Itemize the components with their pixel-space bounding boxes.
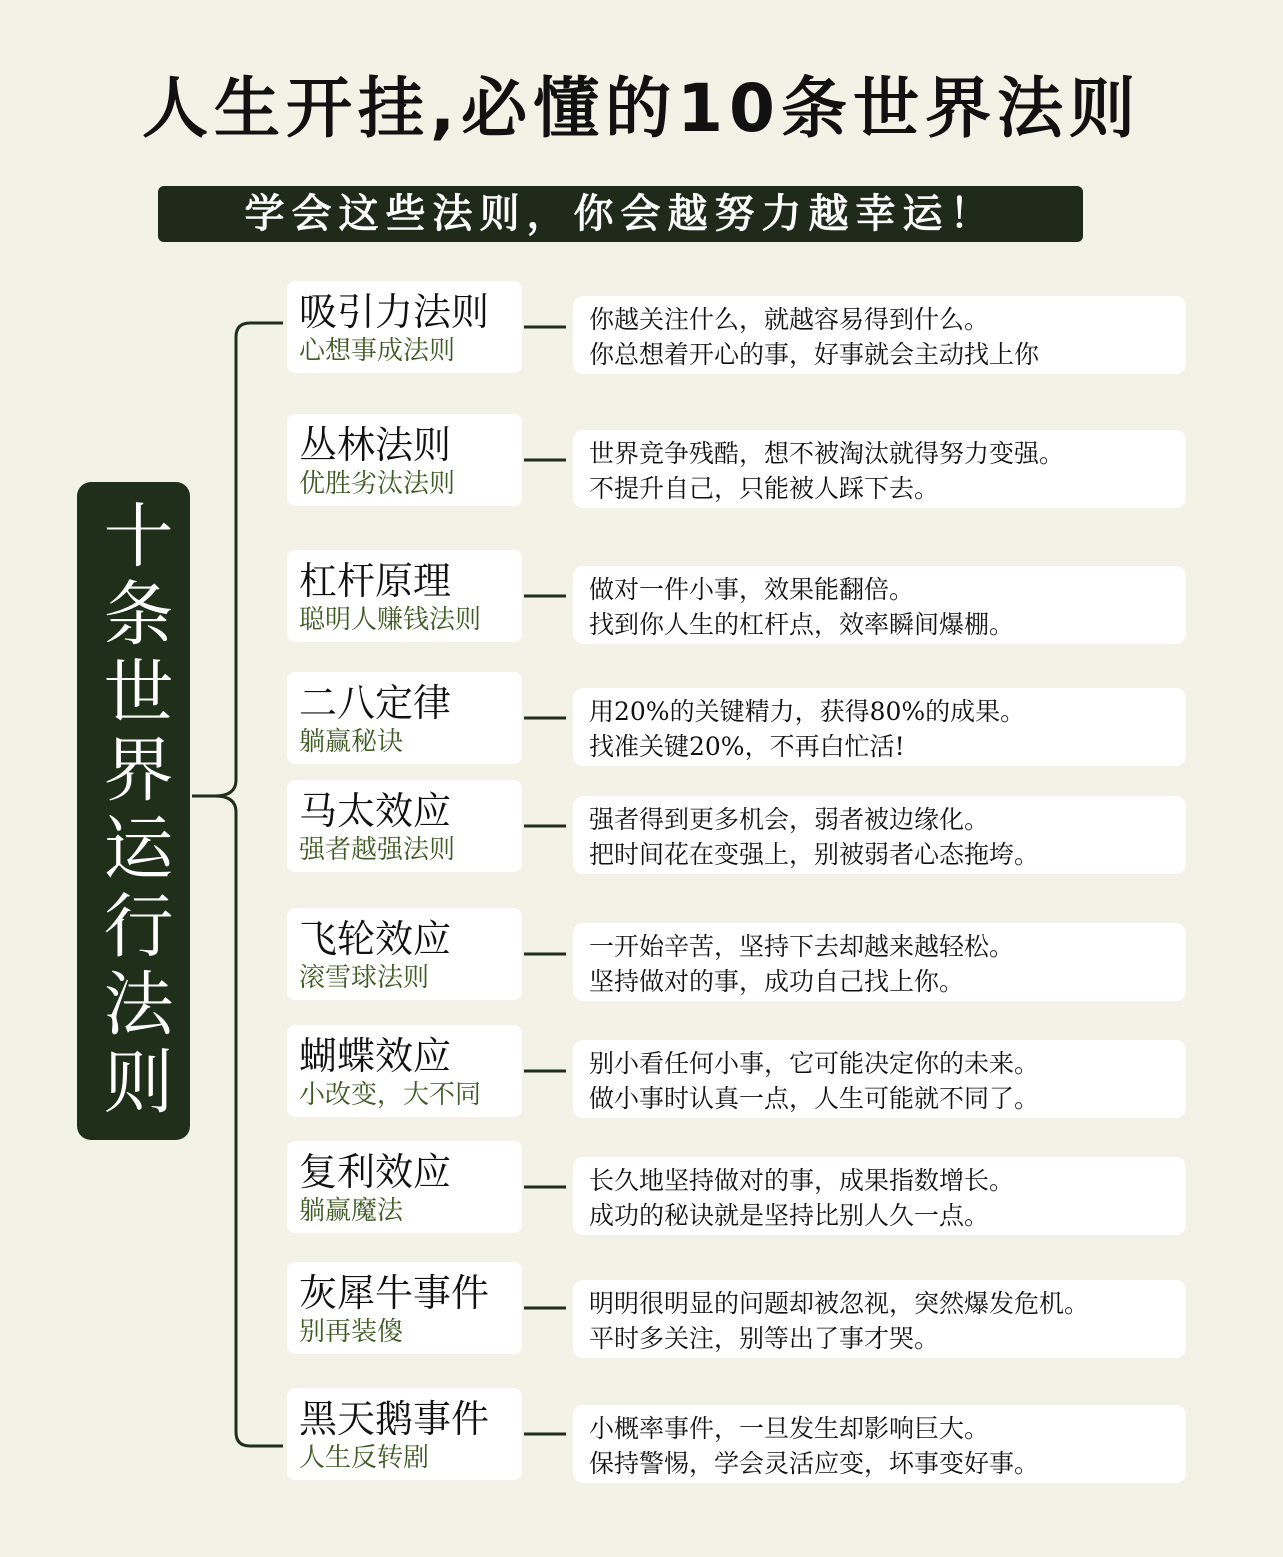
law-description-line: 坚持做对的事，成功自己找上你。	[589, 967, 965, 996]
law-description-card	[573, 1280, 1186, 1358]
law-name: 二八定律	[299, 681, 452, 725]
law-description-card	[573, 430, 1186, 508]
law-description-line: 你总想着开心的事，好事就会主动找上你	[589, 340, 1040, 369]
law-name: 飞轮效应	[299, 917, 452, 961]
law-description-card	[573, 688, 1186, 766]
law-description-line: 做对一件小事，效果能翻倍。	[589, 575, 915, 604]
law-description-line: 找到你人生的杠杆点，效率瞬间爆棚。	[589, 610, 1015, 639]
bracket-line	[192, 323, 283, 1446]
law-alias: 小改变，大不同	[299, 1080, 482, 1110]
law-name: 马太效应	[299, 789, 452, 833]
law-description-line: 保持警惕，学会灵活应变，坏事变好事。	[589, 1449, 1040, 1478]
law-alias: 躺赢秘诀	[299, 727, 404, 757]
law-description-line: 你越关注什么，就越容易得到什么。	[589, 305, 990, 334]
law-name: 灰犀牛事件	[299, 1271, 490, 1315]
law-name-card	[287, 908, 522, 1000]
law-name: 黑天鹅事件	[299, 1397, 490, 1441]
law-description-line: 不提升自己，只能被人踩下去。	[589, 474, 940, 503]
law-description-card	[573, 566, 1186, 644]
law-description-line: 长久地坚持做对的事，成果指数增长。	[589, 1166, 1015, 1195]
law-description-line: 一开始辛苦，坚持下去却越来越轻松。	[589, 932, 1015, 961]
law-description-card	[573, 796, 1186, 874]
law-alias: 人生反转剧	[299, 1443, 430, 1473]
law-description-line: 把时间花在变强上，别被弱者心态拖垮。	[589, 840, 1040, 869]
center-label-box	[77, 482, 190, 1140]
law-name-card	[287, 1388, 522, 1480]
law-description-line: 明明很明显的问题却被忽视，突然爆发危机。	[589, 1289, 1090, 1318]
law-name-card	[287, 550, 522, 642]
law-alias: 躺赢魔法	[299, 1196, 404, 1226]
law-alias: 别再装傻	[299, 1317, 404, 1347]
law-description-card	[573, 1157, 1186, 1235]
page-title: 人生开挂,必懂的10条世界法则	[142, 70, 1141, 147]
law-description-line: 强者得到更多机会，弱者被边缘化。	[589, 805, 990, 834]
law-alias: 聪明人赚钱法则	[299, 605, 482, 635]
law-name-card	[287, 1262, 522, 1354]
law-description-line: 小概率事件，一旦发生却影响巨大。	[589, 1414, 990, 1443]
law-name-card	[287, 1025, 522, 1117]
law-name: 丛林法则	[299, 423, 452, 467]
law-name: 吸引力法则	[299, 290, 490, 334]
law-alias: 滚雪球法则	[299, 963, 430, 993]
law-description-line: 做小事时认真一点，人生可能就不同了。	[589, 1084, 1040, 1113]
law-description-line: 用20%的关键精力，获得80%的成果。	[589, 697, 1026, 726]
law-description-line: 平时多关注，别等出了事才哭。	[589, 1324, 940, 1353]
law-description-line: 找准关键20%，不再白忙活!	[589, 732, 905, 761]
law-name: 杠杆原理	[299, 559, 452, 603]
law-description-line: 世界竞争残酷，想不被淘汰就得努力变强。	[589, 439, 1065, 468]
law-name-card	[287, 672, 522, 764]
law-description-line: 成功的秘诀就是坚持比别人久一点。	[589, 1201, 990, 1230]
law-alias: 优胜劣汰法则	[299, 469, 456, 499]
center-label: 十条世界运行法则	[92, 499, 174, 1123]
subtitle-banner: 学会这些法则，你会越努力越幸运！	[158, 186, 1083, 242]
law-name-card	[287, 1141, 522, 1233]
law-alias: 心想事成法则	[299, 336, 456, 366]
law-description-card	[573, 1040, 1186, 1118]
law-name-card	[287, 414, 522, 506]
law-description-card	[573, 1405, 1186, 1483]
law-description-card	[573, 296, 1186, 374]
law-name-card	[287, 780, 522, 872]
law-name: 蝴蝶效应	[299, 1034, 452, 1078]
law-name: 复利效应	[299, 1150, 452, 1194]
law-alias: 强者越强法则	[299, 835, 456, 865]
law-name-card	[287, 281, 522, 373]
law-description-card	[573, 923, 1186, 1001]
law-description-line: 别小看任何小事，它可能决定你的未来。	[589, 1049, 1040, 1078]
